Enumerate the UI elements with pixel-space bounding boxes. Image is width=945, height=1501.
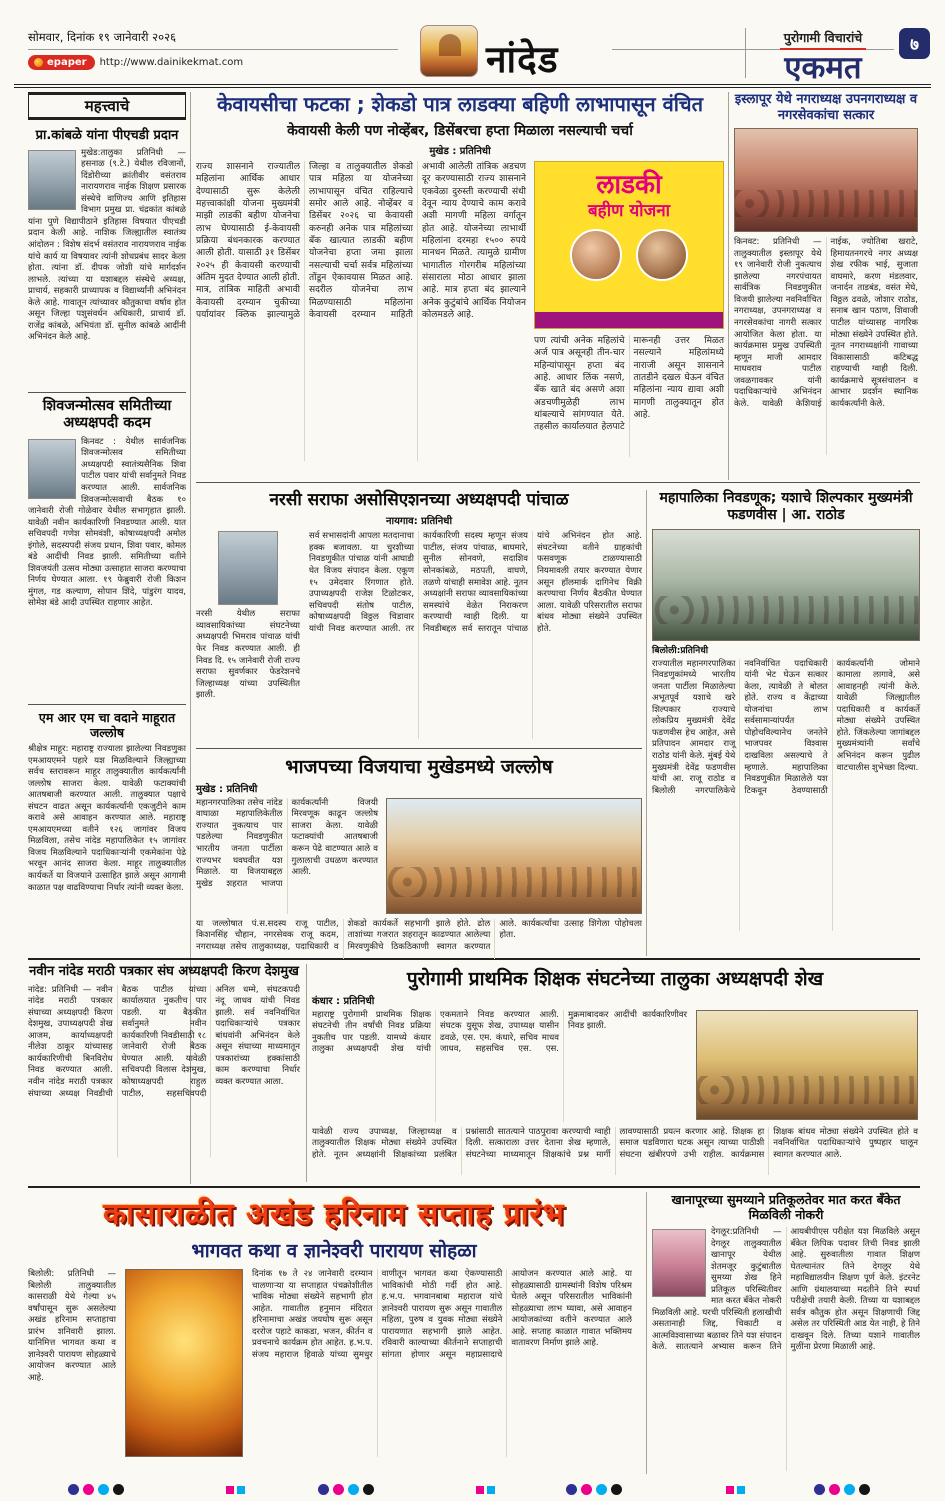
epaper-globe-icon — [34, 58, 43, 67]
registration-square — [237, 1486, 245, 1494]
registration-dot — [596, 1484, 607, 1495]
ladki-bahin-poster-image — [534, 161, 724, 329]
header-divider — [14, 84, 931, 88]
article-byline: नायगाव: प्रतिनिधी — [385, 516, 453, 528]
poster-man-photo — [636, 229, 688, 281]
divider — [28, 1186, 920, 1188]
article-body-continued — [312, 1127, 918, 1175]
article-body — [309, 531, 642, 739]
article-body-text: मुखेड:तालुका प्रतिनिधी — हसनाळ (९.टे.) येथील रविजानों, दिंडोरीच्या क्रांतीवीर वसंतराव नारायणराव नाईक शिक्षण प्रसारक संस्थेचे वाणिज्य आणि इतिहास विभाग प्रमुख प्रा. चंद्रकांत कांबळे यांना पुणे विद्यापीठाने इतिहास विषयात पीएचडी प्रदान केली आहे. नाशिक जिल्ह्यातील स्वातंत्र्य आंदोलन : विशेष संदर्भ वसंतराव नारायणराव नाईक यांचे कार्य या विषयावर त्यांनी शोधप्रबंध सादर केला होता. त्यांना डॉ. दीपक जोशी यांचे मार्गदर्शन लाभले. त्यांच्या या यशाबद्दल संस्थेचे अध्यक्ष, प्राचार्य, सहकारी प्राध्यापक व विद्यार्थ्यांनी अभिनंदन केले आहे. गावातून त्यांच्यावर कौतुकाचा वर्षाव होत असून जिल्हा पशुसंवर्धन अधिकारी, प्राचार्य डॉ. राजेंद्र कांबळे, अभियंता डॉ. सुनील कांबळे आदींनी अभिनंदन केले आहे. — [28, 147, 186, 343]
article-body-text: किनवट: प्रतिनिधी — तालुक्यातील इस्लापूर येथे १९ जानेवारी रोजी नुकत्याच झालेल्या नगरपंचायत सार्वत्रिक निवडणुकीत विजयी झालेल्या नवनिर्वाचित नगराध्यक्ष, उपनगराध्यक्ष व नगरसेवकांचा नागरी सत्कार आयोजित केला होता. या कार्यक्रमास प्रमुख उपस्थिती म्हणून माजी आमदार माधवराव पाटील जवळगावकर यांनी पदाधिकाऱ्यांचे अभिनंदन केले. यावेळी केशियाई नाईक, ज्योतिबा खराटे, हिमायतनगरचे नगर अध्यक्ष शेख रफीक भाई, सुजाता वाघमारे, करण मंडलवार, जनार्दन ताडबंड, वसंत मेघे, विठ्ठल ढवळे, जोशार राठोड, सनाब खान पठाण, शिवाजी पाटील यांच्यासह नागरिक मोठ्या संख्येने उपस्थित होते. नूतन नगराध्यक्षांनी गावाच्या विकासासाठी कटिबद्ध राहण्याची ग्वाही दिली. कार्यक्रमाचे सूत्रसंचालन व आभार प्रदर्शन स्थानिक कार्यकर्त्यांनी केले. — [734, 237, 918, 409]
divider — [28, 704, 186, 705]
article-body-text: सर्व सभासदांनी आपला मतदानाचा हक्क बजावला. या चुरशीच्या निवडणुकीत पांचाळ यांनी आघाडी घेत विजय संपादन केला. एकूण १५ उमेदवार रिंगणात होते. उपाध्यक्षपदी राजेश टिळोटकर, सचिवपदी संतोष पाटील, कोषाध्यक्षपदी विठ्ठल चिडावार यांची निवड करण्यात आली. तर कार्यकारिणी सदस्य म्हणून संजय पाटील, संजय पांचाळ, बाघमारे, सुनील सोनवणे, सदाशिव सोनकांबळे, मठपती, वाघणे, तळणे यांचाही समावेश आहे. नूतन अध्यक्षांनी सराफा व्यावसायिकांच्या समस्यांचे वेळेत निराकरण करण्याची ग्वाही दिली. या निवडीबद्दल सर्व स्तरातून पांचाळ यांचे अभिनंदन होत आहे. संघटनेच्या वतीने ग्राहकांची फसवणूक टाळण्यासाठी नियमावली तयार करण्यात येणार असून हॉलमार्क दागिनेच विक्री करण्याचा निर्णय बैठकीत घेण्यात आला. यावेळी परिसरातील सराफा बांधव मोठ्या संख्येने उपस्थित होते. — [309, 531, 642, 634]
article-body — [652, 659, 920, 931]
divider — [646, 1192, 647, 1474]
article-body-text: श्रीक्षेत्र माहूर: महाराष्ट्र राज्याला झालेल्या निवडणुका एमआयएमने पहारे यश मिळविल्याने जिल्ह्याच्या सर्वच स्तरावरून माहूर तालुक्यातील कार्यकर्त्यांनी जल्लोष साजरा केला. यावेळी फटाक्यांची आतषबाजी करण्यात आली. तालुक्यात पक्षाचे संघटन वाढत असून कार्यकर्त्यांनी एकजुटीने काम करावे असे आवाहन करण्यात आले. महाराष्ट्र एमआयएमच्या वतीने १२६ जागांवर विजय मिळविला, तसेच नांदेड महापालिकेत १५ जागांवर विजय मिळविल्याने पदाधिकाऱ्यांनी एकमेकांना पेढे भरवून आनंद साजरा केला. माहूर तालुक्यातील कार्यकर्ते या विजयाने उत्साहित झाले असून आगामी काळात पक्ष वाढविण्याचा निर्धार त्यांनी व्यक्त केला. — [28, 744, 186, 893]
article-headline: प्रा.कांबळे यांना पीएचडी प्रदान — [35, 128, 179, 143]
article-shikshak-sanghatana — [312, 968, 918, 1175]
divider — [728, 92, 729, 480]
article-headline: भाजपच्या विजयाचा मुखेडमध्ये जल्लोष — [285, 756, 553, 778]
article-body-text: या जल्लोषात पं.स.सदस्य राजू पाटील, किशनसिंह चौहान, नगरसेवक राजू कदम, नगराध्यक्ष तसेच तालुकाध्यक्ष, पदाधिकारी व शेकडो कार्यकर्ते सहभागी झाले होते. ढोल ताशांच्या गजरात शहरातून काढण्यात आलेल्या मिरवणुकीचे ठिकठिकाणी स्वागत करण्यात आले. कार्यकर्त्यांचा उत्साह शिगेला पोहोचला होता. — [196, 918, 642, 952]
cm-meeting-photo — [652, 529, 920, 641]
article-body-continued — [196, 919, 642, 959]
registration-dot — [363, 1484, 374, 1495]
brand-block — [752, 27, 894, 85]
article-lead-text: बिलोली: प्रतिनिधी — बिलोली तालुक्यातील कासराळी येथे गेल्या ४५ वर्षांपासून सुरू असलेल्या अखंड हरिनाम सप्ताहाचा प्रारंभ शनिवारी झाला. यानिमित्त भागवत कथा व ज्ञानेश्वरी पारायण सोहळ्याचे आयोजन करण्यात आले आहे. — [28, 1269, 116, 1383]
article-body — [28, 437, 186, 675]
article-shivjanmotsav — [28, 398, 186, 675]
page-number: ७ — [910, 35, 919, 55]
divider — [196, 748, 642, 749]
registration-square — [476, 1486, 484, 1494]
registration-square — [487, 1486, 495, 1494]
registration-marks — [68, 1484, 124, 1495]
article-subhead: केवायसी केली पण नोव्हेंबर, डिसेंबरचा हप्ता मिळाला नसल्याची चर्चा — [287, 123, 633, 139]
registration-dot — [566, 1484, 577, 1495]
registration-dot — [318, 1484, 329, 1495]
article-body — [196, 161, 526, 461]
article-body-text: राज्य शासनाने राज्यातील महिलांना आर्थिक आधार देण्यासाठी सुरू केलेली महत्त्वाकांक्षी योजना मुख्यमंत्री माझी लाडकी बहीण योजनेचा लाभ घेण्यासाठी ई-केवायसी प्रक्रिया बंधनकारक करण्यात आली होती. यासाठी ३१ डिसेंबर २०२५ ही केवायसी करण्याची अंतिम मुदत देण्यात आली होती. मात्र, तांत्रिक माहिती अभावी केवायसी दरम्यान चुकीच्या पर्यायांवर क्लिक झाल्यामुळे जिल्हा व तालुक्यातील शेकडो पात्र महिला या योजनेच्या लाभापासून वंचित राहिल्याचे समोर आले आहे. नोव्हेंबर व डिसेंबर २०२६ चा केवायसी करुनही अनेक पात्र महिलांच्या बँक खात्यात लाडकी बहीण योजनेचा हप्ता जमा झाला नसल्याची चर्चा सर्वत्र महिलांच्या तोंडून ऐकावयास मिळत आहे. सदरील योजनेचा लाभ मिळण्यासाठी महिलांना केवायसी दरम्यान माहिती अभावी आलेली तांत्रिक अडचण दूर करण्यासाठी राज्य शासनाने एकवेळा दुरुस्ती करण्याची संधी देवून न्याय देण्याचे काम करावे अशी मागणी महिला वर्गातून होत आहे. योजनेच्या लाभार्थी महिलांना दरमहा १५०० रुपये मानधन मिळते. त्यामुळे ग्रामीण भागातील गोरगरीब महिलांच्या संसाराला मोठा आधार झाला आहे. मात्र हप्ता बंद झाल्याने अनेक कुटुंबांचे आर्थिक नियोजन कोलमडले आहे. — [196, 162, 526, 320]
registration-dot — [98, 1484, 109, 1495]
registration-dot — [348, 1484, 359, 1495]
article-lead-text: नरसी येथील सराफा व्यावसायिकांच्या संघटनेच्या अध्यक्षपदी भिमराव पांचाळ यांची फेर निवड करण्यात आली. ही निवड दि. १५ जानेवारी रोजी राज्य सराफा सुवर्णकार फेडरेशनचे जिल्हाध्यक्ष यांच्या उपस्थितीत झाली. — [196, 609, 300, 701]
article-body — [28, 744, 186, 950]
registration-marks — [226, 1486, 245, 1494]
registration-dot — [113, 1484, 124, 1495]
article-body — [28, 985, 300, 1157]
article-subhead: भागवत कथा व ज्ञानेश्वरी पारायण सोहळा — [191, 1240, 477, 1262]
article-headline: नवीन नांदेड मराठी पत्रकार संघ अध्यक्षपदी किरण देशमुख — [29, 964, 299, 979]
registration-marks — [566, 1484, 622, 1495]
important-label-text: महत्त्वाचे — [84, 97, 130, 115]
article-body-text: यावेळी राज्य उपाध्यक्ष, जिल्हाध्यक्ष व तालुक्यातील शिक्षक मोठ्या संख्येने उपस्थित होते. नूतन अध्यक्षांनी शिक्षकांच्या प्रलंबित प्रश्नांसाठी सातत्याने पाठपुरावा करण्याची ग्वाही दिली. सत्काराला उत्तर देताना शेख म्हणाले, संघटनेच्या माध्यमातून शिक्षकांचे प्रश्न मार्गी लावण्यासाठी प्रयत्न करणार आहे. शिक्षक हा समाज घडविणारा घटक असून त्याच्या पाठीशी संघटना खंबीरपणे उभी राहील. कार्यक्रमास शिक्षक बांधव मोठ्या संख्येने उपस्थित होते व नवनिर्वाचित पदाधिकाऱ्यांचे पुष्पहार घालून स्वागत करण्यात आले. — [312, 1126, 918, 1160]
registration-dot — [83, 1484, 94, 1495]
article-body-continued — [534, 335, 724, 457]
article-headline: शिवजन्मोत्सव समितीच्या अध्यक्षपदी कदम — [42, 398, 172, 432]
article-headline: नरसी सराफा असोसिएशनच्या अध्यक्षपदी पांचाळ — [269, 490, 569, 510]
divider — [745, 28, 746, 78]
registration-dot — [581, 1484, 592, 1495]
registration-square — [726, 1486, 734, 1494]
registration-dot — [68, 1484, 79, 1495]
epaper-url: http://www.dainikekmat.com — [99, 57, 244, 68]
registration-dot — [814, 1484, 825, 1495]
article-byline: मुखेड : प्रतिनिधी — [429, 146, 491, 157]
felicitation-group-photo — [734, 128, 918, 232]
masthead-title: नांदेड — [486, 38, 559, 81]
article-kyc-ladki-bahin — [196, 92, 724, 461]
divider — [306, 964, 307, 1182]
registration-square — [737, 1486, 745, 1494]
article-patrakar-sangh — [28, 964, 300, 1157]
article-body-text: दिनांक १७ ते २४ जानेवारी दरम्यान चालणाऱ्या या सप्ताहात पंचक्रोशीतील भाविक मोठ्या संख्येने सहभागी होत आहेत. गावातील हनुमान मंदिरात हरिनामाचा अखंड जयघोष सुरू असून दररोज पहाटे काकडा, भजन, कीर्तन व प्रवचनाचे कार्यक्रम होत आहेत. ह.भ.प. संजय महाराज हिवाळे यांच्या सुमधुर वाणीतून भागवत कथा ऐकण्यासाठी भाविकांची मोठी गर्दी होत आहे. ह.भ.प. भगवानबाबा महाराज यांचे ज्ञानेश्वरी पारायण सुरू असून गावातील महिला, पुरुष व युवक मोठ्या संख्येने पारायणात सहभागी झाले आहेत. रविवारी काल्याच्या कीर्तनाने सप्ताहाची सांगता होणार असून महाप्रसादाचे आयोजन करण्यात आले आहे. या सोहळ्यासाठी ग्रामस्थांनी विशेष परिश्रम घेतले असून परिसरातील भाविकांनी सोहळ्याचा लाभ घ्यावा, असे आवाहन आयोजकांच्या वतीने करण्यात आले आहे. सप्ताह काळात गावात भक्तिमय वातावरण निर्माण झाले आहे. — [252, 1269, 632, 1360]
article-headline: इस्लापूर येथे नगराध्यक्ष उपनगराध्यक्ष व नगरसेवकांचा सत्कार — [734, 92, 918, 123]
celebration-crowd-photo — [386, 798, 642, 914]
article-body-text: राज्यातील महानगरपालिका निवडणुकांमध्ये भारतीय जनता पार्टीला मिळालेल्या अभूतपूर्व यशाचे खरे शिल्पकार राज्याचे लोकप्रिय मुख्यमंत्री देवेंद्र फडणवीस हेच आहेत, असे प्रतिपादन आमदार राजू राठोड यांनी केले. मुंबई येथे मुख्यमंत्री देवेंद्र फडणवीस यांची आ. राजू राठोड व बिलोली नगरपालिकेचे नवनिर्वाचित पदाधिकारी यांनी भेट घेऊन सत्कार केला, त्यावेळी ते बोलत होते. राज्य व केंद्राच्या योजनांचा लाभ सर्वसामान्यांपर्यंत पोहोचविल्यानेच जनतेने भाजपवर विश्वास दाखविला असल्याचे ते म्हणाले. महापालिका निवडणुकीत मिळालेले यश टिकवून ठेवण्यासाठी कार्यकर्त्यांनी जोमाने कामाला लागावे, असे आवाहनही त्यांनी केले. यावेळी जिल्ह्यातील पदाधिकारी व कार्यकर्ते मोठ्या संख्येने उपस्थित होते. जिंकलेल्या जागांबद्दल मुख्यमंत्र्यांनी सर्वांचे अभिनंदन करून पुढील वाटचालीस शुभेच्छा दिल्या. — [652, 658, 920, 796]
article-body-text: नांदेड: प्रतिनिधी — नवीन नांदेड मराठी पत्रकार संघाच्या अध्यक्षपदी किरण देशमुख, उपाध्यक्षपदी शेख आजम, कार्याध्यक्षपदी नीलेश ठाकूर यांच्यासह कार्यकारिणीची बिनविरोध निवड करण्यात आली. नवीन नांदेड मराठी पत्रकार संघाच्या अध्यक्ष निवडीची बैठक पाटील यांच्या कार्यालयात नुकतीच पार पडली. या बैठकीत सर्वानुमते नवीन कार्यकारिणी निवडीसाठी १८ जानेवारी रोजी बैठक घेण्यात आली. यावेळी सचिवपदी विलास देशमुख, कोषाध्यक्षपदी राहुल पाटील, सहसचिवपदी अनिल धम्मे, संघटकपदी नंदू जाधव यांची निवड झाली. सर्व नवनिर्वाचित पदाधिकाऱ्यांचे पत्रकार बांधवांनी अभिनंदन केले असून संघाच्या माध्यमातून पत्रकारांच्या हक्कांसाठी काम करण्याचा निर्धार व्यक्त करण्यात आला. — [28, 984, 300, 1099]
registration-square — [226, 1486, 234, 1494]
article-sumayya-bank-job — [652, 1192, 920, 1471]
article-body — [312, 1010, 687, 1122]
article-body-text: महाराष्ट्र पुरोगामी प्राथमिक शिक्षक संघटनेची तीन वर्षांची निवड प्रक्रिया नुकतीच पार पडली. यामध्ये कंधार तालुका अध्यक्षपदी शेख यांची एकमताने निवड करण्यात आली. संघटक युसूफ शेख, उपाध्यक्ष यासीन ढवळे, एस. एम. कंधारे, सचिव माधव जाधव, सहसचिव एस. एस. मुक्रमाबादकर आदींची कार्यकारिणीवर निवड झाली. — [312, 1009, 687, 1055]
poster-footer-band — [535, 312, 723, 328]
registration-dot — [333, 1484, 344, 1495]
registration-dot — [611, 1484, 622, 1495]
important-section-label — [28, 92, 186, 120]
article-islapur-satkar — [734, 92, 918, 455]
registration-dot — [829, 1484, 840, 1495]
article-body — [734, 237, 918, 455]
registration-marks — [814, 1484, 870, 1495]
article-body — [652, 1227, 920, 1471]
poster-title: लाडकी — [596, 170, 662, 200]
masthead-logo — [420, 25, 478, 77]
article-lead — [196, 609, 300, 737]
epaper-link[interactable] — [28, 55, 243, 70]
panchal-portrait-photo — [218, 531, 278, 605]
kadam-portrait-photo — [28, 439, 76, 499]
article-body-text: पण त्यांची अनेक महिलांचे अर्ज पात्र असूनही तीन-चार महिन्यांपासून हप्ता बंद आहे. आधार लिंक नसणे, बँक खाते बंद असणे अशा अडचणीमुळेही लाभ थांबल्याचे सांगण्यात येते. तहसील कार्यालयात हेलपाटे मारूनही उत्तर मिळत नसल्याने महिलांमध्ये नाराजी असून शासनाने तातडीने दखल घेऊन वंचित महिलांना न्याय द्यावा अशी मागणी तालुक्यातून होत आहे. — [534, 336, 724, 433]
article-headline: खानापूरच्या सुमय्याने प्रतिकूलतेवर मात करत बँकेत मिळविली नोकरी — [671, 1192, 901, 1222]
article-mahapalika-rathod — [652, 490, 920, 931]
brand-tagline: पुरोगामी विचारांचे — [780, 29, 866, 50]
divider — [196, 482, 920, 483]
article-headline: पुरोगामी प्राथमिक शिक्षक संघटनेच्या तालुका अध्यक्षपदी शेख — [406, 968, 824, 990]
article-headline: महापालिका निवडणूक; यशाचे शिल्पकार मुख्यमंत्री फडणवीस | आ. राठोड — [659, 490, 913, 523]
registration-marks — [318, 1484, 374, 1495]
article-body-text: देगलूर:प्रतिनिधी — देगलूर तालुक्यातील खानापूर येथील शेतमजूर कुटुंबातील सुमय्या शेख हिने प्रतिकूल परिस्थितीवर मात करत बँकेत नोकरी मिळविली आहे. घरची परिस्थिती हलाखीची असतानाही जिद्द, चिकाटी व आत्मविश्वासाच्या बळावर तिने यश संपादन केले. सातत्याने अभ्यास करून तिने आयबीपीएस परीक्षेत यश मिळविले असून बँकेत लिपिक पदावर तिची निवड झाली आहे. सुरुवातीला गावात शिक्षण घेतल्यानंतर तिने देगलूर येथे महाविद्यालयीन शिक्षण पूर्ण केले. इंटरनेट आणि ग्रंथालयाच्या मदतीने तिने स्पर्धा परीक्षेची तयारी केली. तिच्या या यशाबद्दल सर्वत्र कौतुक होत असून शिक्षणाची जिद्द असेल तर परिस्थिती आड येत नाही, हे तिने दाखवून दिले. तिच्या यशाने गावातील मुलींना प्रेरणा मिळाली आहे. — [652, 1227, 920, 1353]
article-headline: एम आर एम चा वदाने माहूरात जल्लोष — [38, 710, 176, 740]
divider — [28, 49, 398, 50]
article-body — [252, 1269, 632, 1457]
epaper-label: epaper — [47, 57, 87, 68]
article-body — [196, 798, 378, 914]
garlanded-group-photo — [696, 1010, 918, 1120]
page-number-badge — [899, 28, 930, 59]
brand-name: एकमत — [784, 50, 862, 86]
article-lead — [28, 1269, 116, 1457]
article-body-text: किनवट : येथील सार्वजनिक शिवजन्मोत्सव समितीच्या अध्यक्षपदी स्वातंत्र्यसैनिक शिवा पाटील पवार यांची सर्वानुमते निवड करण्यात आली. सार्वजनिक शिवजन्मोत्सवाची बैठक १० जानेवारी रोजी गोळेवार येथील सभागृहात झाली. यावेळी नवीन कार्यकारिणी निवडण्यात आली. यात सचिवपदी गणेश सोमवंशी, कोषाध्यक्षपदी अमोल इंगोले, सदस्यपदी संजय प्रधान, शिवा पवार, कोमल बंडे आदींची निवड झाली. समितीच्या वतीने शिवजयंती उत्सव मोठ्या उत्साहात साजरा करण्याचा निर्णय घेण्यात आला. १९ फेब्रुवारी रोजी किशन मुंगल, गड कल्याण, सोपान शिंदे, पांडुरंग यादव, सोमेश बंडे आदी उपस्थित राहणार आहेत. — [28, 436, 186, 609]
epaper-badge — [28, 55, 95, 70]
article-bjp-jallosh — [196, 756, 642, 959]
article-body-text: महानगरपालिका तसेच नांदेड वाघाळा महापालिकेतील राज्यात नुकत्याच पार पडलेल्या निवडणुकीत भारतीय जनता पार्टीला राज्यभर घवघवीत यश मिळाले. या विजयाबद्दल मुखेड शहरात भाजपा कार्यकर्त्यांनी विजयी मिरवणूक काढून जल्लोष साजरा केला. यावेळी फटाक्यांची आतषबाजी करून पेढे वाटण्यात आले व गुलालाची उधळण करण्यात आली. — [196, 797, 378, 889]
article-byline: कंधार : प्रतिनिधी — [312, 995, 375, 1007]
registration-marks — [476, 1486, 495, 1494]
article-narsi-sarafa — [196, 490, 642, 739]
deity-photo — [125, 1269, 243, 1457]
professor-portrait-photo — [28, 150, 76, 210]
decorative-headline: कासाराळीत अखंड हरिनाम सप्ताह प्रारंभ — [103, 1197, 565, 1232]
registration-dot — [844, 1484, 855, 1495]
registration-dot — [859, 1484, 870, 1495]
article-byline: मुखेड : प्रतिनिधी — [196, 783, 258, 795]
sumayya-portrait-photo — [652, 1229, 706, 1297]
divider — [28, 392, 186, 393]
article-body — [28, 148, 186, 386]
photo-caption: बिलोली:प्रतिनिधी — [652, 645, 709, 656]
registration-marks — [726, 1486, 745, 1494]
article-harinam-saptah — [28, 1192, 640, 1457]
article-phd-award — [28, 128, 186, 386]
article-mrm-celebration — [28, 710, 186, 950]
poster-subtitle: बहीण योजना — [587, 201, 671, 221]
divider — [646, 490, 647, 956]
page-date: सोमवार, दिनांक १९ जानेवारी २०२६ — [28, 30, 177, 44]
article-headline: केवायसीचा फटका ; शेकडो पात्र लाडक्या बहिणी लाभापासून वंचित — [216, 92, 703, 116]
poster-woman-photo — [570, 229, 622, 281]
